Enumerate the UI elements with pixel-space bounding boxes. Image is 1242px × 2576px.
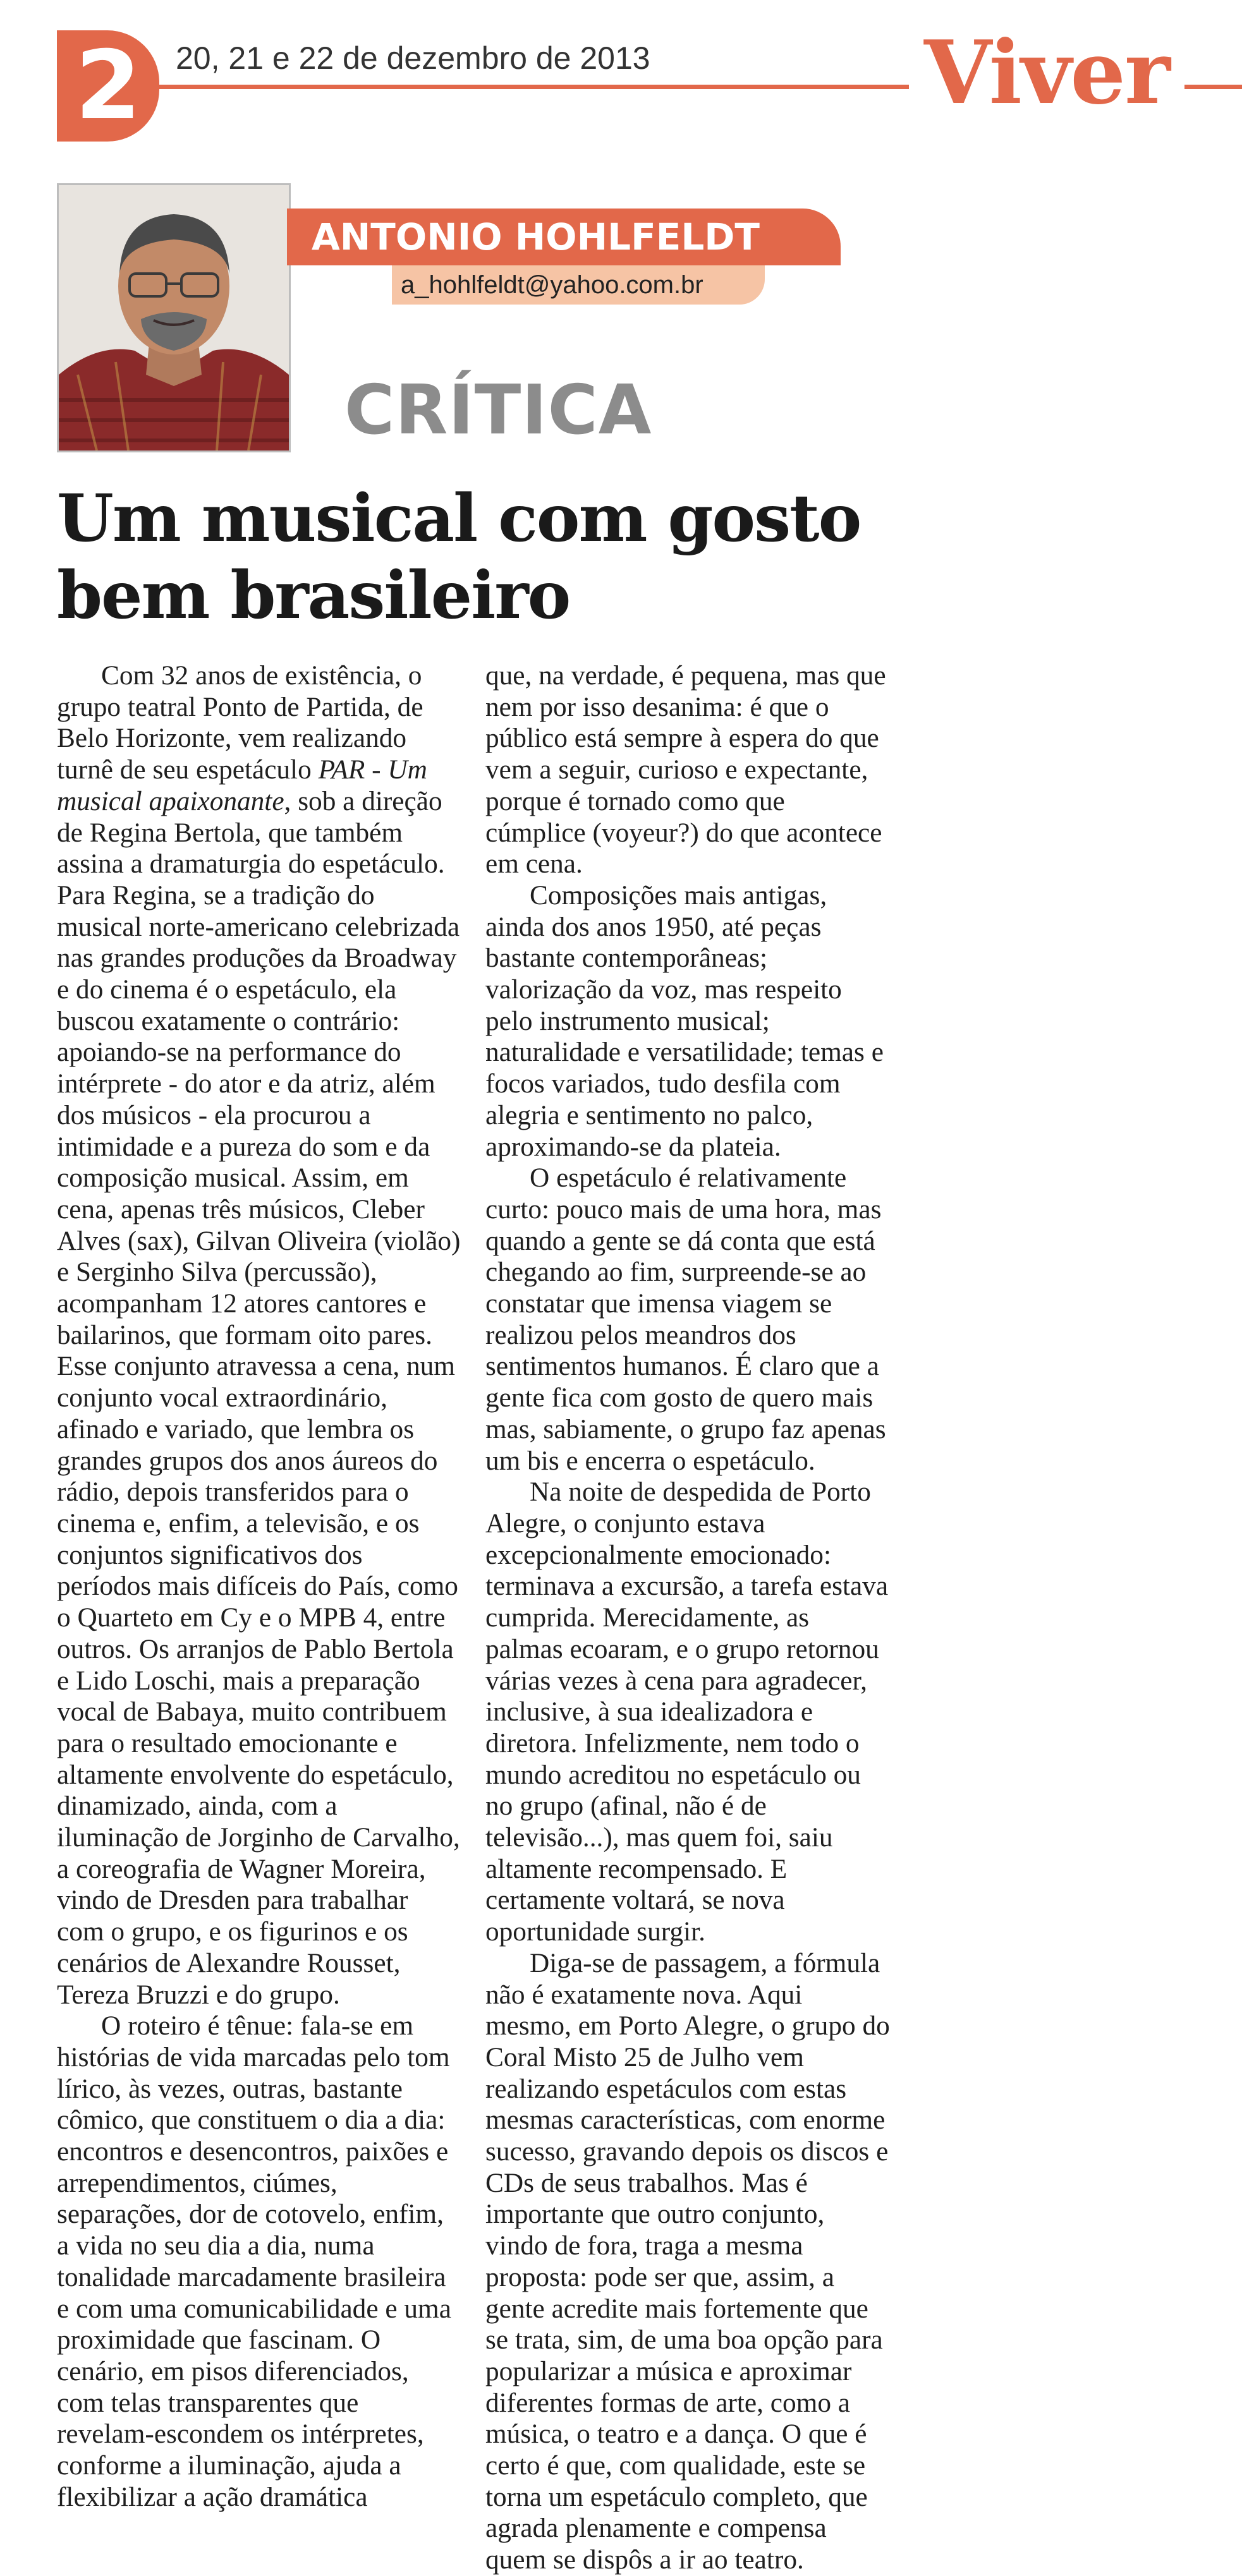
paragraph: Diga-se de passagem, a fórmula não é exatamente nova. Aqui mesmo, em Porto Alegre, o grupo do Coral Misto 25 de Julho vem realizando espetáculos com estas mesmas características, com enorme sucesso, gravando depois os discos e CDs de seus trabalhos. Mas é importante que outro conjunto, vindo de fora, traga a mesma proposta: pode ser que, assim, a gente acredite mais fortemente que se trata, sim, de uma boa opção para popularizar a música e aproximar diferentes formas de arte, como a música, o teatro e a dança. O que é certo é que, com qualidade, este se torna um espetáculo completo, que agrada plenamente e compensa quem se dispôs a ir ao teatro. bbox=[485, 1947, 890, 2575]
author-photo bbox=[57, 183, 291, 452]
paragraph: Com 32 anos de existência, o grupo teatral Ponto de Partida, de Belo Horizonte, vem realizando turnê de seu espetáculo PAR - Um musical apaixonante, sob a direção de Regina Bertola, que também assina a dramaturgia do espetáculo. Para Regina, se a tradição do musical norte-americano celebrizada nas grandes produções da Broadway e do cinema é o espetáculo, ela buscou exatamente o contrário: apoiando-se na performance do intérprete - do ator e da atriz, além dos músicos - ela procurou a intimidade e a pureza do som e da composição musical. Assim, em cena, apenas três músicos, Cleber Alves (sax), Gilvan Oliveira (violão) e Serginho Silva (percussão), acompanham 12 atores cantores e bailarinos, que formam oito pares. Esse conjunto atravessa a cena, num conjunto vocal extraordinário, afinado e variado, que lembra os grandes grupos dos anos áureos do rádio, depois transferidos para o cinema e, enfim, a televisão, e os conjuntos significativos dos períodos mais difíceis do País, como o Quarteto em Cy e o MPB 4, entre outros. Os arranjos de Pablo Bertola e Lido Loschi, mais a preparação vocal de Babaya, muito contribuem para o resultado emocionante e altamente envolvente do espetáculo, dinamizado, ainda, com a iluminação de Jorginho de Carvalho, a coreografia de Wagner Moreira, vindo de Dresden para trabalhar com o grupo, e os figurinos e os cenários de Alexandre Rousset, Tereza Bruzzi e do grupo. bbox=[57, 660, 461, 2010]
page-number-badge: 2 bbox=[57, 30, 159, 142]
section-kicker: CRÍTICA bbox=[344, 371, 652, 450]
show-title: PAR - Um musical apaixonante bbox=[57, 754, 427, 816]
paragraph-continued: que, na verdade, é pequena, mas que nem por isso desanima: é que o público está sempre à espera do que vem a seguir, curioso e expectante, porque é tornado como que cúmplice (voyeur?) do que acontece em cena. bbox=[485, 660, 886, 880]
edition-date: 20, 21 e 22 de dezembro de 2013 bbox=[171, 39, 664, 77]
paragraph: O espetáculo é relativamente curto: pouco mais de uma hora, mas quando a gente se dá conta que está chegando ao fim, surpreende-se ao constatar que imensa viagem se realizou pelos meandros dos sentimentos humanos. É claro que a gente fica com gosto de quero mais mas, sabiamente, o grupo faz apenas um bis e encerra o espetáculo. bbox=[485, 1163, 886, 1476]
author-name-banner bbox=[287, 209, 841, 265]
author-name: ANTONIO HOHLFELDT bbox=[311, 215, 760, 258]
article-headline: Um musical com gosto bem brasileiro bbox=[57, 480, 861, 634]
author-portrait-image bbox=[59, 185, 289, 450]
article-column-left bbox=[57, 660, 461, 2513]
paragraph: O roteiro é tênue: fala-se em histórias de vida marcadas pelo tom lírico, às vezes, outras, bastante cômico, que constituem o dia a dia: encontros e desencontros, paixões e arrependimentos, ciúmes, separações, dor de cotovelo, enfim, a vida no seu dia a dia, numa tonalidade marcadamente brasileira e com uma comunicabilidade e uma proximidade que fascinam. O cenário, em pisos diferenciados, com telas transparentes que revelam-escondem os intérpretes, conforme a iluminação, ajuda a flexibilizar a ação dramática bbox=[57, 2011, 451, 2512]
article-column-right bbox=[485, 660, 890, 2576]
section-title: Viver bbox=[909, 25, 1184, 120]
author-email: a_hohlfeldt@yahoo.com.br bbox=[392, 265, 765, 305]
paragraph: Na noite de despedida de Porto Alegre, o conjunto estava excepcionalmente emocionado: terminava a excursão, a tarefa estava cumprida. Merecidamente, as palmas ecoaram, e o grupo retornou várias vezes à cena para agradecer, inclusive, à sua idealizadora e diretora. Infelizmente, nem todo o mundo acreditou no espetáculo ou no grupo (afinal, não é de televisão...), mas quem foi, saiu altamente recompensado. E certamente voltará, se nova oportunidade surgir. bbox=[485, 1477, 889, 1947]
paragraph: Composições mais antigas, ainda dos anos 1950, até peças bastante contemporâneas; valorização da voz, mas respeito pelo instrumento musical; naturalidade e versatilidade; temas e focos variados, tudo desfila com alegria e sentimento no palco, aproximando-se da plateia. bbox=[485, 880, 884, 1162]
